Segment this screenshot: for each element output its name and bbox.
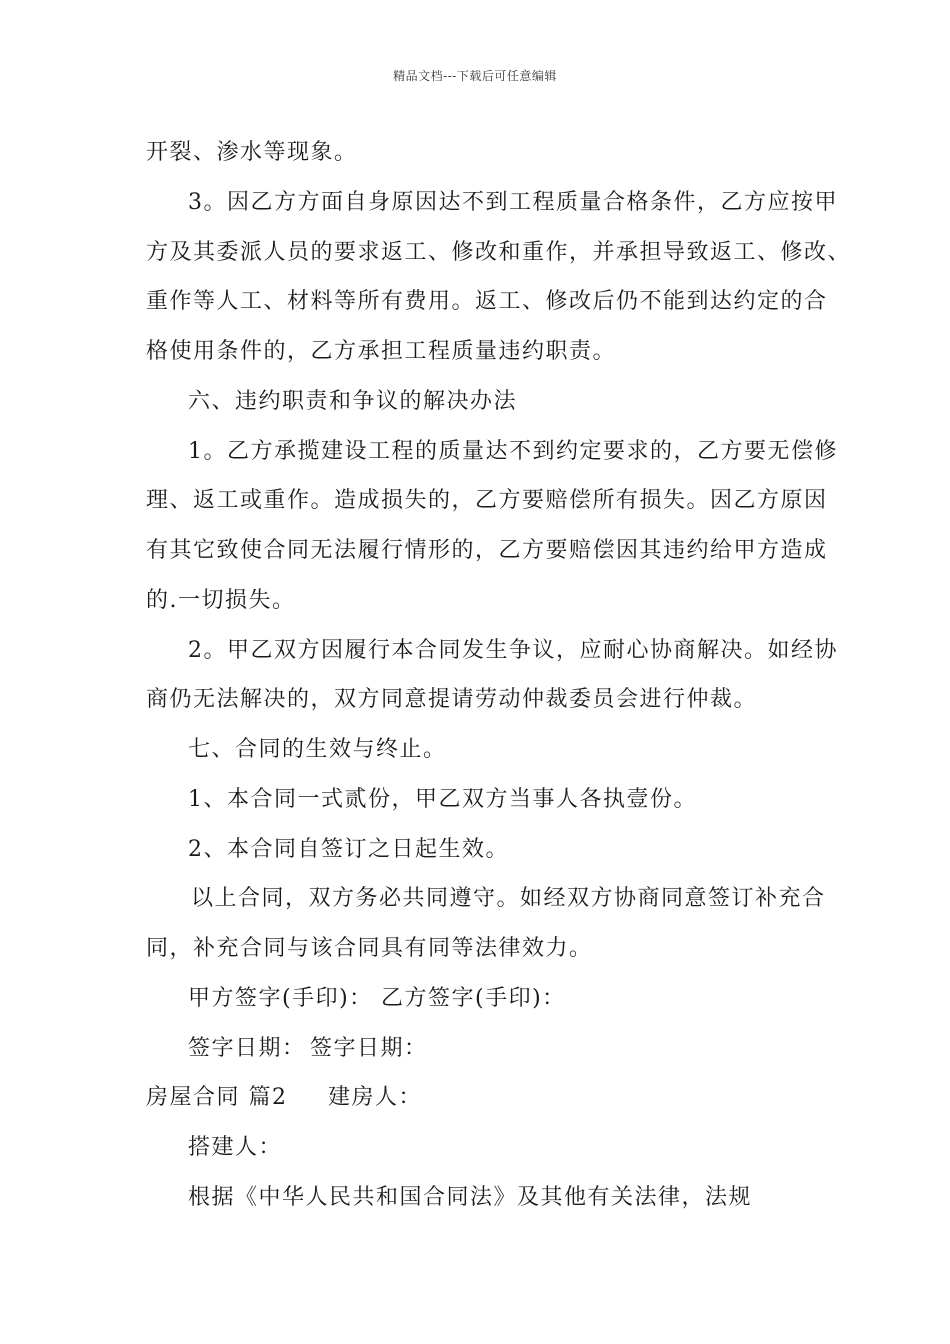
body-line: 2、本合同自签订之日起生效。 [188, 837, 509, 862]
party-b-signature-label: 乙方签字(手印)： [381, 986, 566, 1011]
body-line: 根据《中华人民共和国合同法》及其他有关法律，法规 [188, 1185, 753, 1210]
body-line: 开裂、渗水等现象。 [146, 140, 358, 165]
body-line: 3。因乙方方面自身原因达不到工程质量合格条件，乙方应按甲 [188, 190, 838, 215]
builder-label: 建房人： [328, 1085, 423, 1110]
party-a-date-label: 签字日期： [188, 1036, 306, 1061]
party-a-signature-label: 甲方签字(手印)： [188, 986, 373, 1011]
body-line: 有其它致使合同无法履行情形的，乙方要赔偿因其违约给甲方造成 [146, 538, 828, 563]
body-line: 理、返工或重作。造成损失的，乙方要赔偿所有损失。因乙方原因 [146, 488, 828, 513]
body-line: 1、本合同一式贰份，甲乙双方当事人各执壹份。 [188, 787, 697, 812]
body-line: 格使用条件的，乙方承担工程质量违约职责。 [146, 339, 617, 364]
body-line: 以上合同，双方务必共同遵守。如经双方协商同意签订补充合 [191, 886, 826, 911]
constructor-label: 搭建人： [188, 1135, 283, 1160]
section-title: 房屋合同 篇2 [146, 1085, 288, 1110]
body-line: 1。乙方承揽建设工程的质量达不到约定要求的，乙方要无偿修 [188, 439, 838, 464]
body-line: 2。甲乙双方因履行本合同发生争议，应耐心协商解决。如经协 [188, 638, 838, 663]
section-heading: 六、违约职责和争议的解决办法 [188, 389, 518, 414]
body-line: 方及其委派人员的要求返工、修改和重作，并承担导致返工、修改、 [146, 240, 852, 265]
body-line: 重作等人工、材料等所有费用。返工、修改后仍不能到达约定的合 [146, 289, 828, 314]
page-header: 精品文档---下载后可任意编辑 [393, 69, 557, 83]
body-line: 的.一切损失。 [146, 588, 296, 613]
body-line: 商仍无法解决的，双方同意提请劳动仲裁委员会进行仲裁。 [146, 687, 758, 712]
party-b-date-label: 签字日期： [310, 1036, 428, 1061]
section-heading: 七、合同的生效与终止。 [188, 737, 447, 762]
body-line: 同，补充合同与该合同具有同等法律效力。 [146, 936, 593, 961]
